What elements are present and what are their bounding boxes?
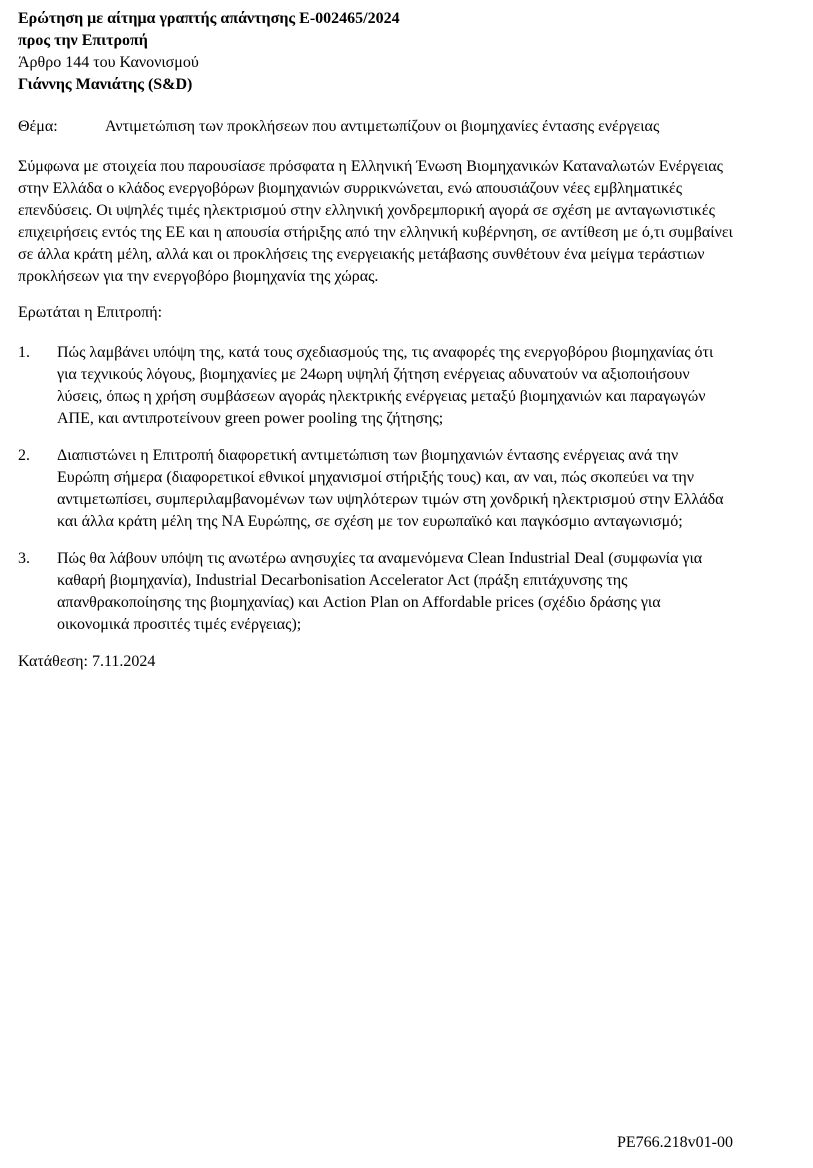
question-item-3 bbox=[18, 548, 733, 636]
question-text: Πώς θα λάβουν υπόψη τις ανωτέρω ανησυχίες τα αναμενόμενα Clean Industrial Deal (συμφωνία για καθαρή βιομηχανία), Industrial Decarbonisation Accelerator Act (πράξη επιτάχυνσης της απανθρακοποίησης της βιομηχανίας) και Action Plan on Affordable prices (σχέδιο δράσης για οικονομικά προσιτές τιμές ενέργειας); bbox=[57, 550, 703, 633]
intro-paragraph: Σύμφωνα με στοιχεία που παρουσίασε πρόσφατα η Ελληνική Ένωση Βιομηχανικών Καταναλωτών Ενέργειας στην Ελλάδα ο κλάδος ενεργοβόρων βιομηχανιών συρρικνώνεται, ενώ απουσιάζουν νέες εμβληματικές επενδύσεις. Οι υψηλές τιμές ηλεκτρισμού στην ελληνική χονδρεμπορική αγορά σε σχέση με ανταγωνιστικές επιχειρήσεις εντός της ΕΕ και η απουσία στήριξης από την ελληνική κυβέρνηση, σε αντίθεση με ό,τι συμβαίνει σε άλλα κράτη μέλη, αλλά και οι προκλήσεις της ενεργειακής μετάβασης συνθέτουν ένα μείγμα τεράστιων προκλήσεων για την ενεργοβόρο βιομηχανία της χώρας. bbox=[18, 158, 733, 285]
rule-reference: Άρθρο 144 του Κανονισμού bbox=[18, 54, 199, 71]
question-item-1 bbox=[18, 342, 733, 430]
question-item-2 bbox=[18, 445, 733, 533]
question-number: 3. bbox=[18, 550, 30, 567]
document-header bbox=[18, 8, 733, 96]
subject-row bbox=[18, 116, 733, 138]
question-text: Πώς λαμβάνει υπόψη της, κατά τους σχεδιασμούς της, τις αναφορές της ενεργοβόρου βιομηχανίας ότι για τεχνικούς λόγους, βιομηχανίες με 24ωρη υψηλή ζήτηση ενέργειας αδυνατούν να αξιοποιήσουν λύσεις, όπως η χρήση συμβάσεων αγοράς ηλεκτρικής ενέργειας μεταξύ βιομηχανιών και παραγωγών ΑΠΕ, και αντιπροτείνουν green power pooling της ζήτησης; bbox=[57, 344, 714, 427]
document-title-line1: Ερώτηση με αίτημα γραπτής απάντησης E-002465/2024 bbox=[18, 10, 400, 27]
document-title-line2: προς την Επιτροπή bbox=[18, 32, 148, 49]
submission-date: Κατάθεση: 7.11.2024 bbox=[18, 653, 156, 670]
author-name: Γιάννης Μανιάτης (S&D) bbox=[18, 76, 193, 93]
question-text: Διαπιστώνει η Επιτροπή διαφορετική αντιμετώπιση των βιομηχανιών έντασης ενέργειας ανά την Ευρώπη σήμερα (διαφορετικοί εθνικοί μηχανισμοί στήριξής τους) και, αν ναι, πώς σκοπεύει να την αντιμετωπίσει, συμπεριλαμβανομένων των υψηλότερων τιμών στη χονδρική ηλεκτρισμού στην Ελλάδα και άλλα κράτη μέλη της ΝΑ Ευρώπης, σε σχέση με τον ευρωπαϊκό και παγκόσμιο ανταγωνισμό; bbox=[57, 447, 724, 530]
subject-label: Θέμα: bbox=[18, 118, 58, 135]
document-reference-number: PE766.218v01-00 bbox=[617, 1134, 733, 1151]
subject-text: Αντιμετώπιση των προκλήσεων που αντιμετωπίζουν οι βιομηχανίες έντασης ενέργειας bbox=[105, 118, 660, 135]
questions-list bbox=[18, 342, 733, 636]
question-number: 1. bbox=[18, 344, 30, 361]
question-number: 2. bbox=[18, 447, 30, 464]
question-intro: Ερωτάται η Επιτροπή: bbox=[18, 304, 163, 321]
